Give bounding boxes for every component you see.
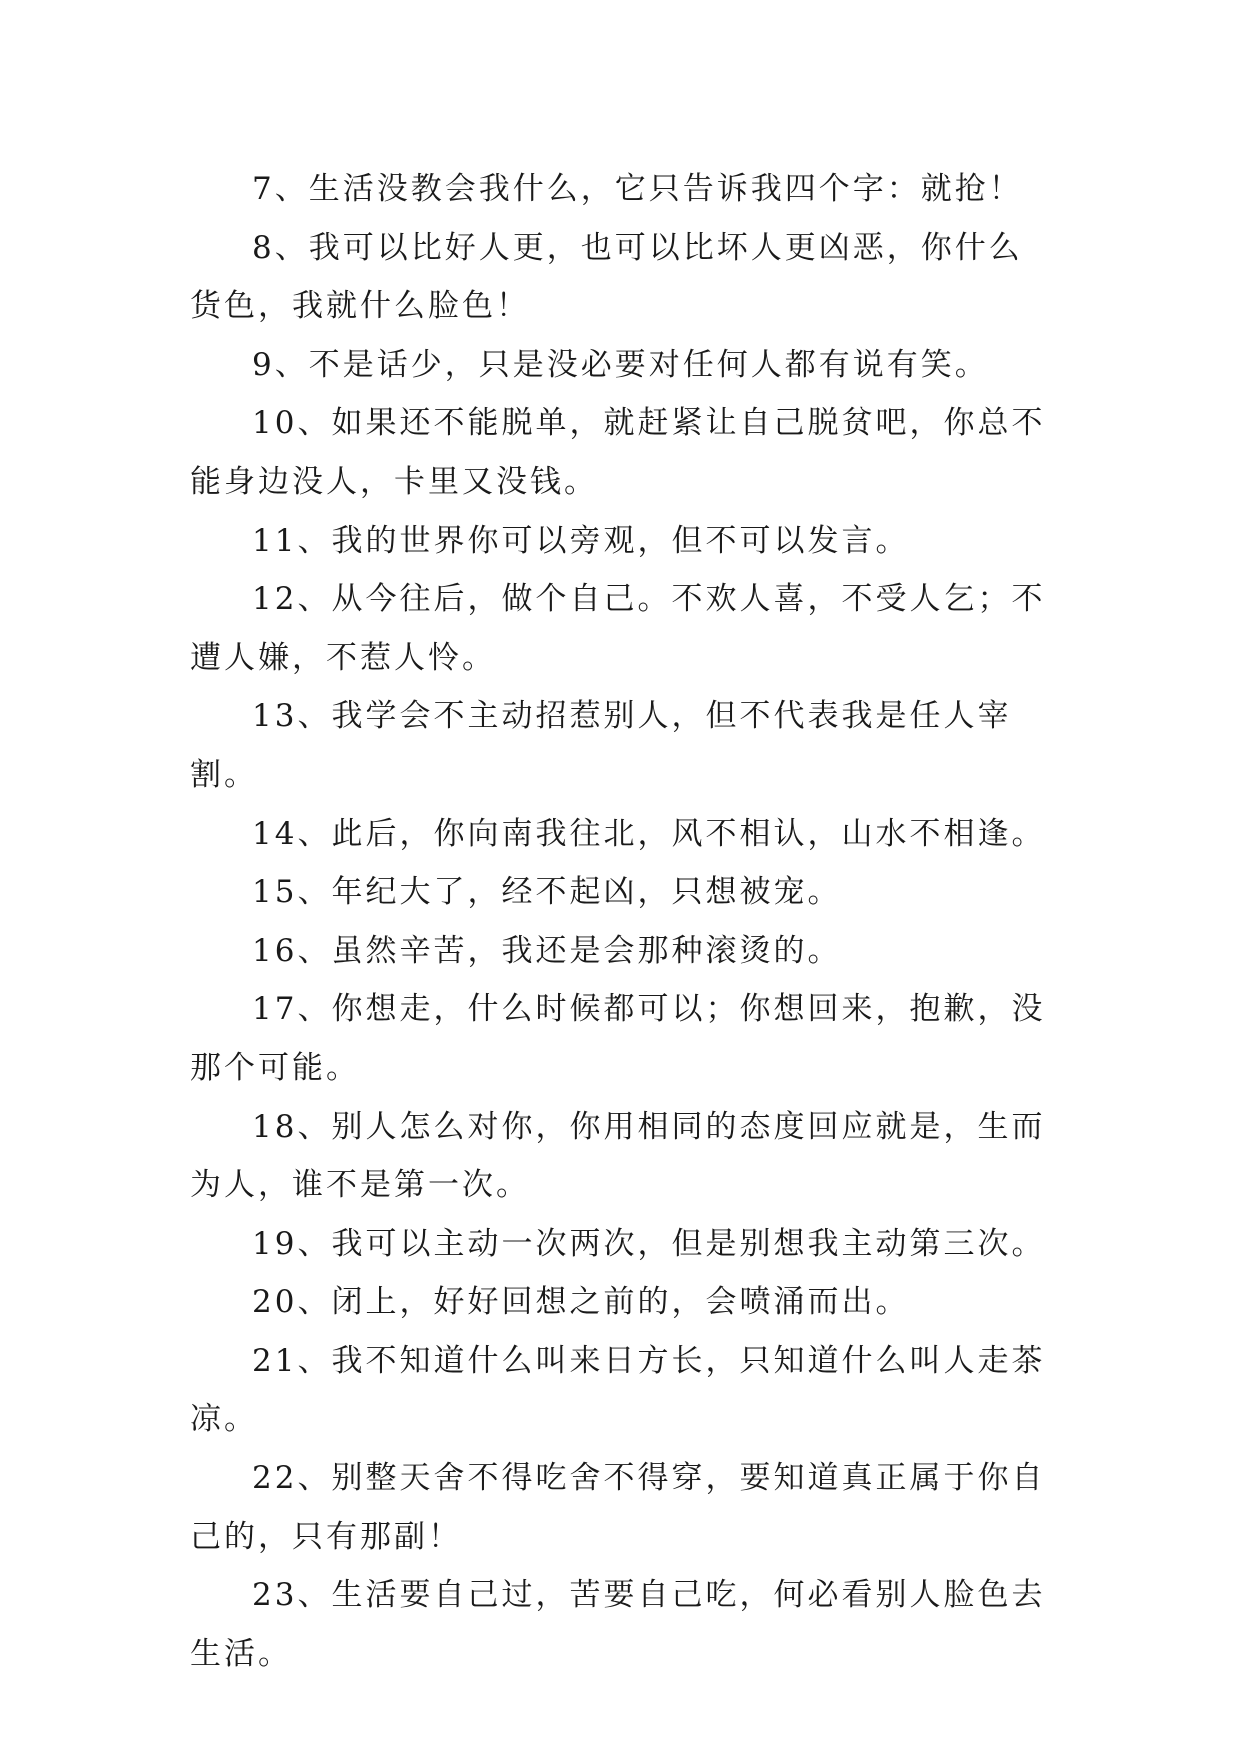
paragraph-14: 14、此后，你向南我往北，风不相认，山水不相逢。 [252,815,1046,852]
paragraph-15: 15、年纪大了，经不起凶，只想被宠。 [252,874,842,911]
paragraph-22: 22、别整天舍不得吃舍不得穿，要知道真正属于你自己的，只有那副！ [190,1460,1046,1555]
paragraph-8: 8、我可以比好人更，也可以比坏人更凶恶，你什么货色，我就什么脸色！ [190,229,1023,325]
paragraph-18: 18、别人怎么对你，你用相同的态度回应就是，生而为人，谁不是第一次。 [190,1108,1046,1204]
paragraph-21: 21、我不知道什么叫来日方长，只知道什么叫人走茶凉。 [190,1342,1046,1438]
paragraph-11: 11、我的世界你可以旁观，但不可以发言。 [252,522,910,559]
document-body [190,160,1050,1683]
paragraph-7: 7、生活没教会我什么，它只告诉我四个字：就抢！ [252,171,1023,207]
paragraph-10: 10、如果还不能脱单，就赶紧让自己脱贫吧，你总不能身边没人，卡里又没钱。 [190,405,1046,500]
paragraph-9: 9、不是话少，只是没必要对任何人都有说有笑。 [252,346,989,383]
paragraph-12: 12、从今往后，做个自己。不欢人喜，不受人乞；不遭人嫌，不惹人怜。 [190,581,1046,676]
paragraph-19: 19、我可以主动一次两次，但是别想我主动第三次。 [252,1225,1046,1262]
paragraph-17: 17、你想走，什么时候都可以；你想回来，抱歉，没那个可能。 [190,991,1046,1086]
paragraph-16: 16、虽然辛苦，我还是会那种滚烫的。 [252,932,842,969]
paragraph-13: 13、我学会不主动招惹别人，但不代表我是任人宰割。 [190,698,1012,793]
paragraph-20: 20、闭上，好好回想之前的，会喷涌而出。 [252,1284,910,1321]
paragraph-23: 23、生活要自己过，苦要自己吃，何必看别人脸色去生活。 [190,1577,1046,1672]
